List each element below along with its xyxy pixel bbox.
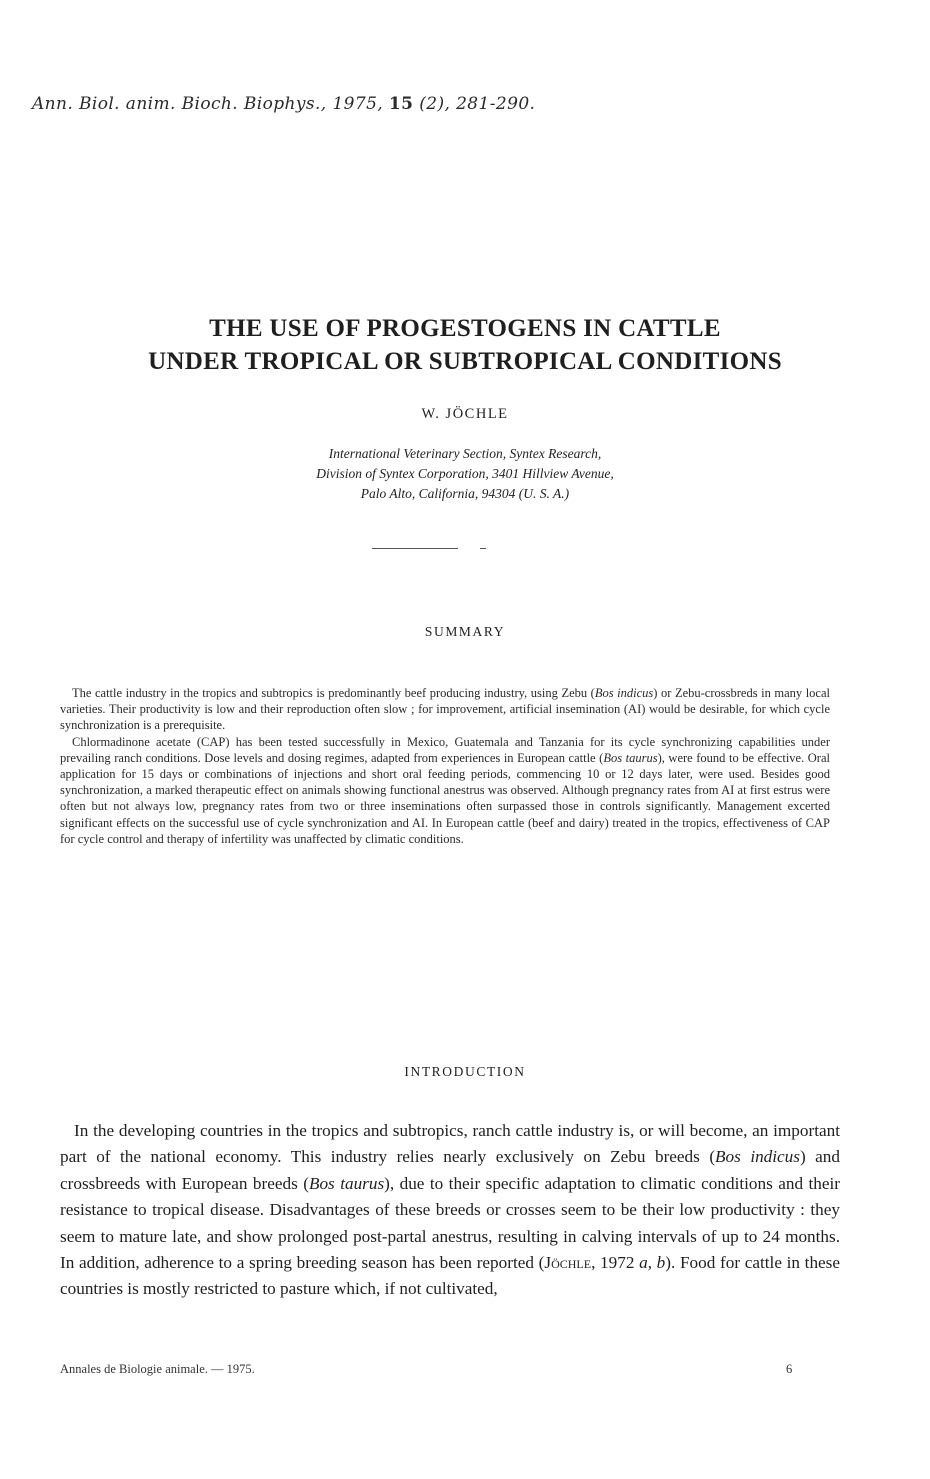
summary-p2-text-a: Chlormadinone acetate (CAP) has been tested successfully in Mexico, Guatemala and Tanzania for its cycle synchronizing capabilities under prevailing ranch conditions. Dose levels and dosing regimes, adapted from experiences in European cattle (: [60, 734, 830, 765]
summary-paragraph-2: [60, 734, 830, 847]
introduction-heading: INTRODUCTION: [404, 1064, 526, 1079]
summary-heading: SUMMARY: [424, 624, 506, 639]
journal-volume: 15: [388, 94, 414, 114]
title-line-1: THE USE OF PROGESTOGENS IN CATTLE: [209, 315, 721, 342]
journal-year: 1975,: [332, 94, 384, 114]
journal-citation: [32, 94, 535, 114]
author-affiliation: [0, 444, 930, 504]
intro-cited-year: , 1972: [591, 1253, 640, 1273]
separator-rule-dot: [480, 548, 486, 549]
journal-name: Ann. Biol. anim. Bioch. Biophys.,: [32, 94, 327, 114]
summary-paragraph-1: [60, 685, 830, 734]
intro-cited-suffix: a, b: [639, 1253, 666, 1273]
introduction-paragraph: [60, 1118, 840, 1303]
summary-p2-species: Bos taurus: [603, 750, 658, 765]
footer-journal: Annales de Biologie animale. — 1975.: [60, 1362, 255, 1376]
intro-text-a: In the developing countries in the tropics and subtropics, ranch cattle industry is, or will become, an important part of the national economy. This industry relies nearly exclusively on Zebu breeds (: [60, 1121, 840, 1167]
intro-text-e: ), due to their specific adaptation to climatic conditions and their resistance to tropical disease. Disadvantages of these breeds or crosses seem to be their low productivity : they seem to mature late, and show prolonged post-partal anestrus, resulting in calving intervals of up to 24 months. In addition, adherence to a spring breeding season has been reported (: [60, 1173, 840, 1273]
page-number: 6: [786, 1362, 793, 1376]
title-line-2: UNDER TROPICAL OR SUBTROPICAL CONDITIONS: [148, 348, 782, 375]
journal-pages: (2), 281-290.: [419, 94, 536, 114]
affiliation-line-3: Palo Alto, California, 94304 (U. S. A.): [360, 486, 570, 501]
summary-p2-text-c: ), were found to be effective. Oral application for 15 days or combinations of injections and short oral feeding periods, commencing 10 or 12 days later, were used. Besides good synchronization, a marked therapeutic effect on animals showing functional anestrus was observed. Although pregnancy rates from AI at first estrus were often but not always low, pregnancy rates from two or three inseminations often surpassed those in controls significantly. Management excerted significant effects on the successful use of cycle synchronization and AI. In European cattle (beef and dairy) treated in the tropics, effectiveness of CAP for cycle control and therapy of infertility was unaffected by climatic conditions.: [60, 750, 830, 846]
summary-text: [60, 685, 830, 847]
summary-p1-text-a: The cattle industry in the tropics and subtropics is predominantly beef producing industry, using Zebu (: [72, 686, 595, 700]
author-name: W. JÖCHLE: [421, 406, 509, 422]
summary-p1-text-c: ) or Zebu-crossbreds in many local varieties. Their productivity is low and their reproduction often slow ; for improvement, artificial insemination (AI) would be desirable, for which cycle synchronization is a prerequisite.: [60, 686, 830, 733]
intro-text-i: ). Food for cattle in these countries is mostly restricted to pasture which, if not cultivated,: [60, 1253, 840, 1299]
summary-p1-species: Bos indicus: [594, 686, 654, 700]
affiliation-line-1: International Veterinary Section, Syntex Research,: [328, 446, 602, 461]
intro-species-1: Bos indicus: [715, 1147, 800, 1167]
intro-species-2: Bos taurus: [308, 1173, 385, 1193]
article-title: [0, 312, 930, 378]
intro-text-c: ) and crossbreeds with European breeds (: [60, 1147, 840, 1193]
affiliation-line-2: Division of Syntex Corporation, 3401 Hillview Avenue,: [316, 466, 614, 481]
separator-rule: [372, 548, 458, 549]
intro-cited-author: Jöchle: [544, 1253, 592, 1273]
introduction-text: [60, 1118, 840, 1303]
